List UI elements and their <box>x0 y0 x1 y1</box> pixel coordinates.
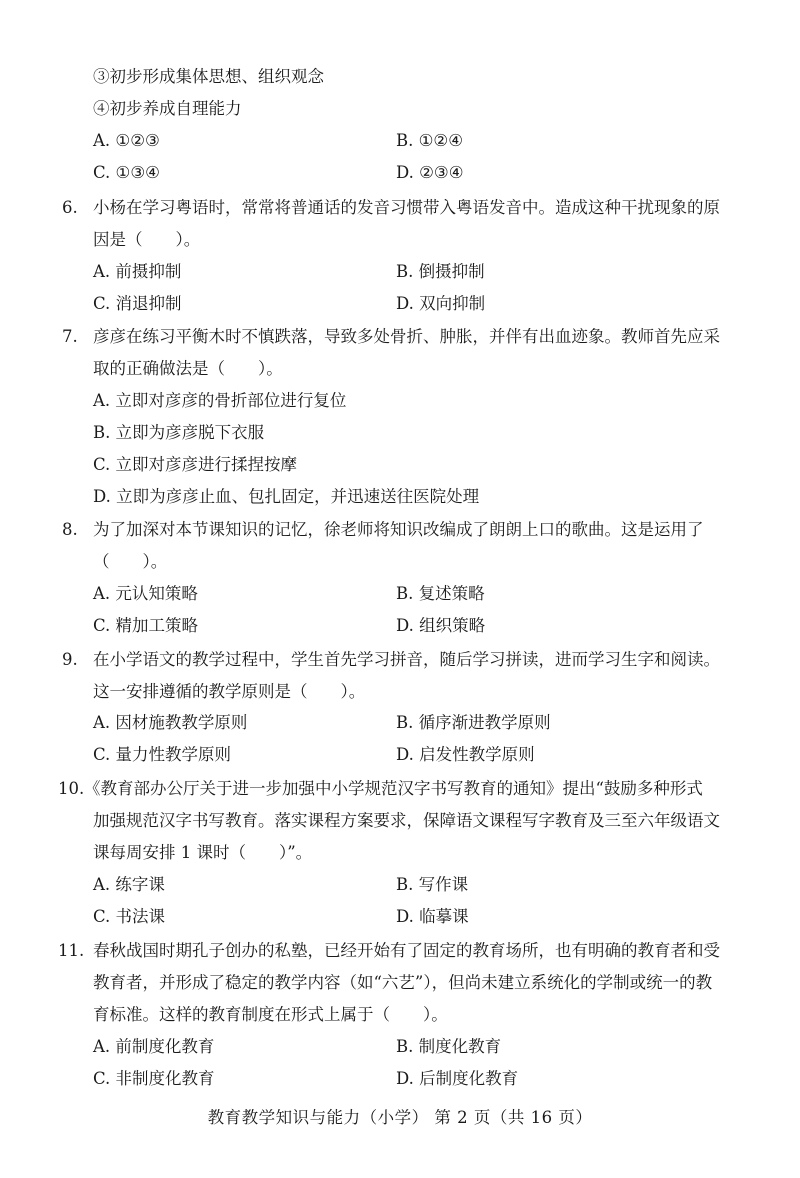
q6-option-a: A. 前摄抑制 <box>93 262 182 281</box>
q7-stem-line2: 取的正确做法是（ ）。 <box>93 359 283 378</box>
q6-option-b: B. 倒摄抑制 <box>396 262 485 281</box>
q9-stem-line2: 这一安排遵循的教学原则是（ ）。 <box>93 682 366 701</box>
q9-option-c: C. 量力性教学原则 <box>93 745 232 764</box>
page-footer: 教育教学知识与能力（小学） 第 2 页（共 16 页） <box>207 1108 593 1127</box>
q11-option-c: C. 非制度化教育 <box>93 1069 215 1088</box>
q10-stem-line3: 课每周安排 1 课时（ ）”。 <box>93 843 313 862</box>
q10-stem-line1: 《教育部办公厅关于进一步加强中小学规范汉字书写教育的通知》提出“鼓励多种形式 <box>84 779 703 798</box>
q6-option-d: D. 双向抑制 <box>396 294 486 313</box>
q7-option-b: B. 立即为彦彦脱下衣服 <box>93 423 265 442</box>
q5-option-d: D. ②③④ <box>396 163 464 182</box>
q10-option-a: A. 练字课 <box>93 875 165 894</box>
q10-number: 10. <box>58 779 85 798</box>
q11-option-d: D. 后制度化教育 <box>396 1069 519 1088</box>
q9-number: 9. <box>62 650 78 669</box>
q11-option-b: B. 制度化教育 <box>396 1037 502 1056</box>
q8-option-d: D. 组织策略 <box>396 616 486 635</box>
q8-number: 8. <box>62 520 78 539</box>
q9-option-d: D. 启发性教学原则 <box>396 745 535 764</box>
q9-option-b: B. 循序渐进教学原则 <box>396 713 551 732</box>
q11-number: 11. <box>58 941 85 960</box>
q6-stem-line1: 小杨在学习粤语时，常常将普通话的发音习惯带入粤语发音中。造成这种干扰现象的原 <box>93 198 720 217</box>
q7-option-c: C. 立即对彦彦进行揉捏按摩 <box>93 455 298 474</box>
q7-option-a: A. 立即对彦彦的骨折部位进行复位 <box>93 391 347 410</box>
q6-number: 6. <box>62 198 78 217</box>
q10-stem-line2: 加强规范汉字书写教育。落实课程方案要求，保障语文课程写字教育及三至六年级语文 <box>93 811 720 830</box>
q5-option-a: A. ①②③ <box>93 131 160 150</box>
q5-item-3: ③初步形成集体思想、组织观念 <box>93 67 324 86</box>
q11-stem-line3: 育标准。这样的教育制度在形式上属于（ ）。 <box>93 1005 448 1024</box>
q10-option-d: D. 临摹课 <box>396 907 469 926</box>
q7-stem-line1: 彦彦在练习平衡木时不慎跌落，导致多处骨折、肿胀，并伴有出血迹象。教师首先应采 <box>93 327 720 346</box>
q11-stem-line2: 教育者，并形成了稳定的教学内容（如“六艺”），但尚未建立系统化的学制或统一的教 <box>93 973 713 992</box>
q8-stem-line2: （ ）。 <box>93 552 168 571</box>
q5-option-c: C. ①③④ <box>93 163 160 182</box>
q9-stem-line1: 在小学语文的教学过程中，学生首先学习拼音，随后学习拼读，进而学习生字和阅读。 <box>93 650 720 669</box>
q5-option-b: B. ①②④ <box>396 131 463 150</box>
q8-option-b: B. 复述策略 <box>396 584 485 603</box>
q8-option-c: C. 精加工策略 <box>93 616 199 635</box>
q5-item-4: ④初步养成自理能力 <box>93 99 242 118</box>
q10-option-c: C. 书法课 <box>93 907 166 926</box>
q11-option-a: A. 前制度化教育 <box>93 1037 215 1056</box>
q11-stem-line1: 春秋战国时期孔子创办的私塾，已经开始有了固定的教育场所，也有明确的教育者和受 <box>93 941 720 960</box>
q9-option-a: A. 因材施教教学原则 <box>93 713 248 732</box>
q8-option-a: A. 元认知策略 <box>93 584 198 603</box>
q8-stem-line1: 为了加深对本节课知识的记忆，徐老师将知识改编成了朗朗上口的歌曲。这是运用了 <box>93 520 704 539</box>
q7-number: 7. <box>62 327 78 346</box>
q10-option-b: B. 写作课 <box>396 875 469 894</box>
q6-stem-line2: 因是（ ）。 <box>93 230 201 249</box>
q6-option-c: C. 消退抑制 <box>93 294 182 313</box>
q7-option-d: D. 立即为彦彦止血、包扎固定，并迅速送往医院处理 <box>93 487 480 506</box>
